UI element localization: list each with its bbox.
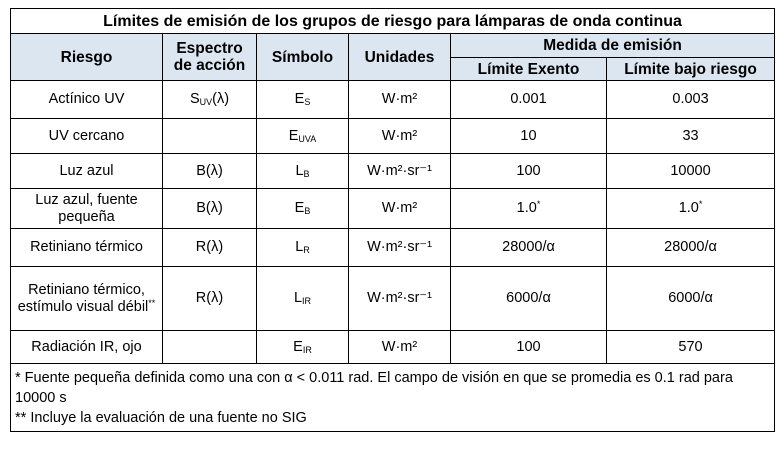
unidades-text: W·m²·sr⁻¹: [367, 162, 432, 179]
espectro-base: B(λ): [196, 200, 223, 216]
table-row: [11, 331, 775, 364]
table-title: Límites de emisión de los grupos de riesgo para lámparas de onda continua: [11, 9, 775, 34]
bajo-mark: *: [698, 199, 703, 209]
unidades-text: W·m²: [381, 338, 418, 355]
espectro-cell: [163, 229, 257, 267]
simbolo-base: L: [295, 239, 304, 255]
emission-limits-table: [10, 8, 775, 432]
bajo-value: 6000/α: [668, 290, 713, 306]
footnote-2: ** Incluye la evaluación de una fuente no SIG: [15, 410, 307, 426]
table-row: [11, 189, 775, 229]
riesgo-cell: [11, 189, 163, 229]
bajo-cell: [607, 189, 775, 229]
simbolo-base: E: [288, 127, 299, 144]
header-unidades: Unidades: [349, 34, 451, 81]
exento-mark: *: [536, 199, 541, 209]
simbolo-cell: [257, 81, 349, 119]
simbolo-sub: R: [303, 245, 310, 255]
exento-value: 1.0: [516, 200, 537, 216]
bajo-cell: [607, 119, 775, 154]
exento-value: 6000/α: [506, 290, 551, 306]
exento-cell: [451, 154, 607, 189]
table-body: [11, 81, 775, 364]
riesgo-cell: [11, 331, 163, 364]
bajo-cell: [607, 331, 775, 364]
espectro-base: R(λ): [195, 239, 224, 255]
riesgo-text: Retiniano térmico: [30, 239, 143, 255]
exento-value: 100: [516, 162, 541, 179]
header-espectro: Espectro de acción: [163, 34, 257, 81]
bajo-value: 10000: [670, 162, 711, 179]
header-riesgo: Riesgo: [11, 34, 163, 81]
riesgo-cell: [11, 81, 163, 119]
simbolo-base: L: [295, 162, 304, 179]
bajo-value: 570: [678, 338, 703, 355]
exento-cell: [451, 229, 607, 267]
simbolo-sub: B: [304, 206, 311, 216]
espectro-cell: [163, 119, 257, 154]
header-medida: Medida de emisión: [451, 34, 775, 58]
riesgo-text: Retiniano térmico, estímulo visual débil: [17, 281, 149, 315]
bajo-cell: [607, 229, 775, 267]
simbolo-base: E: [294, 200, 305, 216]
unidades-cell: [349, 119, 451, 154]
riesgo-mark: **: [148, 297, 156, 308]
exento-value: 10: [520, 127, 537, 144]
simbolo-cell: [257, 119, 349, 154]
espectro-rest: (λ): [212, 91, 230, 107]
bajo-cell: [607, 154, 775, 189]
bajo-value: 33: [682, 127, 699, 144]
exento-value: 28000/α: [502, 239, 555, 255]
espectro-cell: [163, 154, 257, 189]
espectro-base: B(λ): [196, 162, 223, 179]
espectro-cell: [163, 331, 257, 364]
simbolo-cell: [257, 229, 349, 267]
exento-cell: [451, 189, 607, 229]
exento-value: 0.001: [510, 91, 547, 107]
riesgo-text: Radiación IR, ojo: [31, 338, 142, 355]
unidades-text: W·m²·sr⁻¹: [367, 290, 432, 306]
footnote-1: * Fuente pequeña definida como una con α < 0.011 rad. El campo de visión en que se promedia es 0.1 rad para 10000 s: [15, 370, 733, 406]
table-wrapper: [10, 8, 774, 432]
bajo-cell: [607, 81, 775, 119]
riesgo-cell: [11, 154, 163, 189]
header-exento: Límite Exento: [451, 58, 607, 81]
simbolo-sub: B: [303, 168, 310, 179]
bajo-value: 1.0: [678, 200, 699, 216]
simbolo-cell: [257, 189, 349, 229]
riesgo-cell: [11, 229, 163, 267]
unidades-text: W·m²: [381, 91, 418, 107]
simbolo-sub: UVA: [298, 133, 317, 144]
simbolo-base: L: [293, 290, 303, 306]
espectro-sub: UV: [199, 97, 213, 107]
exento-value: 100: [516, 338, 541, 355]
exento-cell: [451, 331, 607, 364]
table-row: [11, 119, 775, 154]
unidades-cell: [349, 331, 451, 364]
footnotes: [11, 364, 775, 432]
unidades-cell: [349, 81, 451, 119]
espectro-base: R(λ): [195, 290, 224, 306]
table-row: [11, 154, 775, 189]
simbolo-cell: [257, 267, 349, 331]
unidades-cell: [349, 154, 451, 189]
bajo-value: 0.003: [672, 91, 709, 107]
unidades-cell: [349, 229, 451, 267]
simbolo-base: E: [294, 91, 305, 107]
riesgo-cell: [11, 267, 163, 331]
table-row: [11, 267, 775, 331]
table-row: [11, 81, 775, 119]
simbolo-sub: S: [304, 97, 311, 107]
table-row: [11, 229, 775, 267]
unidades-text: W·m²: [381, 200, 418, 216]
espectro-cell: [163, 267, 257, 331]
simbolo-base: E: [293, 338, 303, 355]
riesgo-cell: [11, 119, 163, 154]
espectro-cell: [163, 189, 257, 229]
unidades-text: W·m²: [381, 127, 418, 144]
exento-cell: [451, 81, 607, 119]
bajo-value: 28000/α: [664, 239, 717, 255]
exento-cell: [451, 267, 607, 331]
espectro-base: S: [189, 91, 200, 107]
header-simbolo: Símbolo: [257, 34, 349, 81]
unidades-cell: [349, 189, 451, 229]
unidades-text: W·m²·sr⁻¹: [367, 239, 432, 255]
riesgo-text: UV cercano: [48, 127, 125, 144]
riesgo-text: Luz azul, fuente pequeña: [35, 191, 138, 225]
exento-cell: [451, 119, 607, 154]
bajo-cell: [607, 267, 775, 331]
riesgo-text: Luz azul: [59, 162, 114, 179]
simbolo-sub: IR: [302, 344, 312, 355]
header-bajo: Límite bajo riesgo: [607, 58, 775, 81]
riesgo-text: Actínico UV: [48, 91, 125, 107]
simbolo-cell: [257, 331, 349, 364]
simbolo-sub: IR: [302, 296, 312, 306]
simbolo-cell: [257, 154, 349, 189]
unidades-cell: [349, 267, 451, 331]
espectro-cell: [163, 81, 257, 119]
